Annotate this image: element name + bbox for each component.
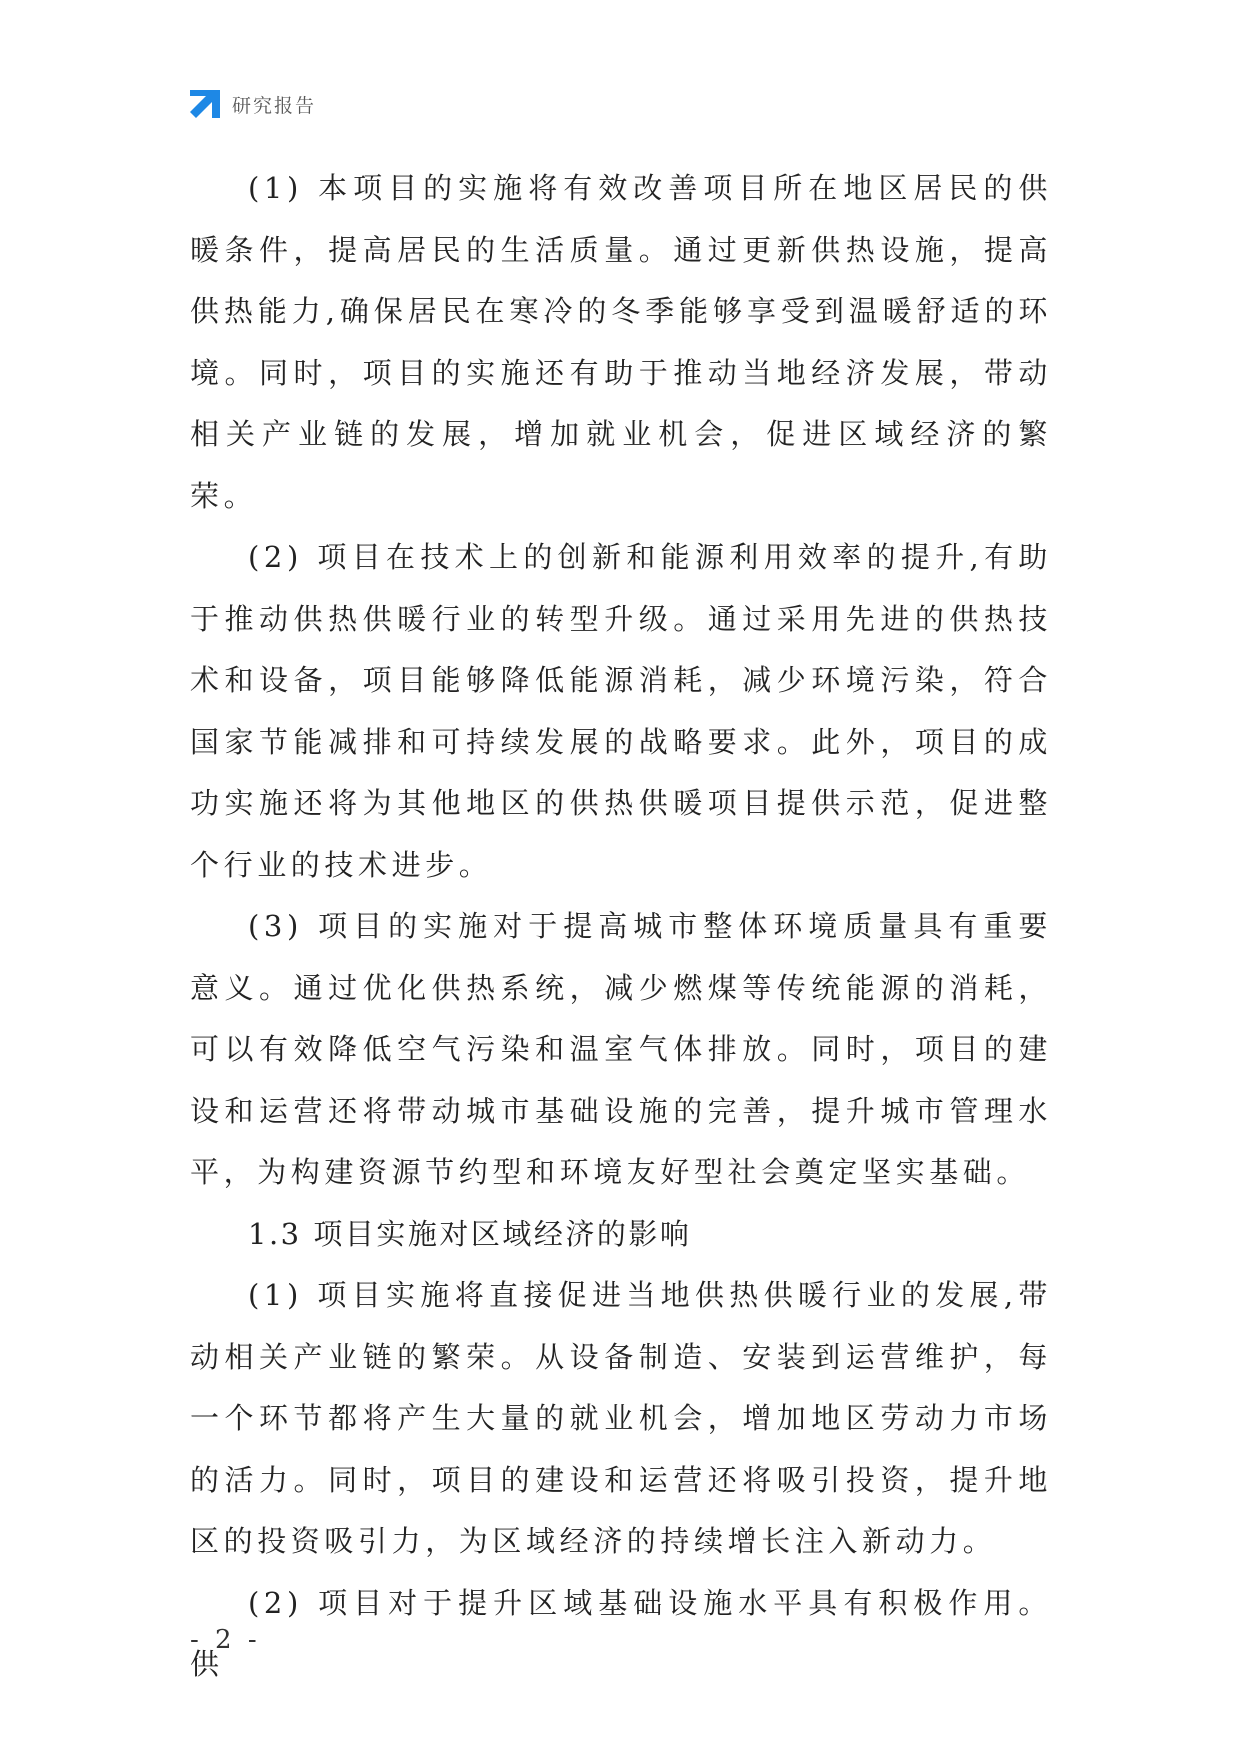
- paragraph-1: (1) 本项目的实施将有效改善项目所在地区居民的供暖条件，提高居民的生活质量。通过更新供热设施，提高供热能力,确保居民在寒冷的冬季能够享受到温暖舒适的环境。同时，项目的实施还有助于推动当地经济发展，带动相关产业链的发展，增加就业机会，促进区域经济的繁荣。: [190, 171, 1052, 513]
- arrow-up-right-icon: [188, 88, 222, 120]
- paragraph-4: (1) 项目实施将直接促进当地供热供暖行业的发展,带动相关产业链的繁荣。从设备制造、安装到运营维护，每一个环节都将产生大量的就业机会，增加地区劳动力市场的活力。同时，项目的建设和运营还将吸引投资，提升地区的投资吸引力，为区域经济的持续增长注入新动力。: [190, 1278, 1052, 1558]
- document-body: [190, 158, 1052, 1696]
- paragraph-2: (2) 项目在技术上的创新和能源利用效率的提升,有助于推动供热供暖行业的转型升级。通过采用先进的供热技术和设备，项目能够降低能源消耗，减少环境污染，符合国家节能减排和可持续发展的战略要求。此外，项目的成功实施还将为其他地区的供热供暖项目提供示范，促进整个行业的技术进步。: [190, 540, 1052, 882]
- page-header: [188, 88, 316, 120]
- paragraph-5: (2) 项目对于提升区域基础设施水平具有积极作用。供: [190, 1585, 1052, 1681]
- section-heading: 1.3 项目实施对区域经济的影响: [248, 1216, 692, 1251]
- paragraph-3: (3) 项目的实施对于提高城市整体环境质量具有重要意义。通过优化供热系统，减少燃煤等传统能源的消耗，可以有效降低空气污染和温室气体排放。同时，项目的建设和运营还将带动城市基础设施的完善，提升城市管理水平，为构建资源节约型和环境友好型社会奠定坚实基础。: [190, 909, 1052, 1189]
- header-title: 研究报告: [232, 94, 317, 117]
- page-number: - 2 -: [190, 1625, 261, 1655]
